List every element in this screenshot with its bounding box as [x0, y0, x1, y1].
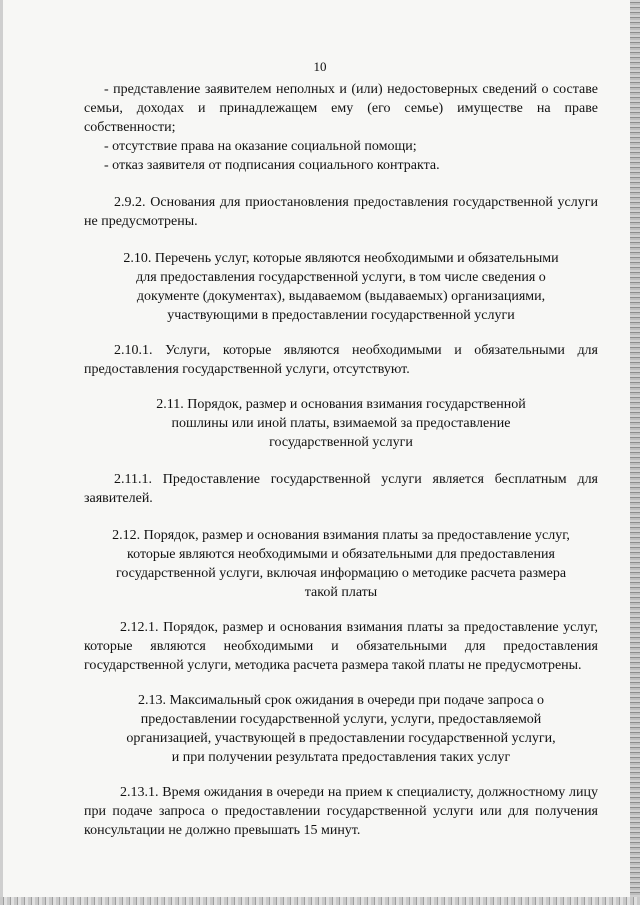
scan-edge-right — [630, 0, 640, 905]
scan-edge-left — [0, 0, 3, 905]
paragraph-no-right: - отсутствие права на оказание социальной помощи; — [104, 139, 417, 154]
paragraph-refusal: - отказ заявителя от подписания социального контракта. — [104, 158, 440, 173]
section-heading-2-10: 2.10. Перечень услуг, которые являются необходимыми и обязательными для предоставления государственной услуги, в том числе сведения о документе (документах), выдаваемом (выдаваемых) организациями, участвующими в предоставлении государственной услуги — [123, 251, 559, 323]
paragraph-2-12-1: 2.12.1. Порядок, размер и основания взимания платы за предоставление услуг, которые являются необходимыми и обязательными для предоставления государственной услуги, методика расчета размера такой платы не предусмотрены. — [84, 620, 598, 673]
paragraph-2-11-1: 2.11.1. Предоставление государственной услуги является бесплатным для заявителей. — [84, 472, 598, 506]
section-heading-2-13: 2.13. Максимальный срок ожидания в очереди при подаче запроса о предоставлении государственной услуги, услуги, предоставляемой организацией, участвующей в предоставлении государственной услуги, и при получении результата предоставления таких услуг — [126, 693, 556, 765]
paragraph-2-13-1: 2.13.1. Время ожидания в очереди на прием к специалисту, должностному лицу при подаче запроса о предоставлении государственной услуги или для получения консультации не должно превышать 15 минут. — [84, 785, 598, 838]
page-number: 10 — [313, 59, 327, 74]
document-body — [84, 80, 598, 840]
scan-edge-bottom — [0, 897, 640, 905]
paragraph-2-10-1: 2.10.1. Услуги, которые являются необходимыми и обязательными для предоставления государственной услуги, отсутствуют. — [84, 343, 598, 377]
section-heading-2-12: 2.12. Порядок, размер и основания взимания платы за предоставление услуг, которые являются необходимыми и обязательными для предоставления государственной услуги, включая информацию о методике расчета размера такой платы — [112, 528, 570, 600]
section-heading-2-11: 2.11. Порядок, размер и основания взимания государственной пошлины или иной платы, взимаемой за предоставление государственной услуги — [156, 397, 526, 450]
paragraph-incomplete-info: - представление заявителем неполных и (или) недостоверных сведений о составе семьи, доходах и принадлежащем ему (его семье) имуществе на праве собственности; — [84, 82, 598, 135]
paragraph-2-9-2: 2.9.2. Основания для приостановления предоставления государственной услуги не предусмотрены. — [84, 195, 598, 229]
